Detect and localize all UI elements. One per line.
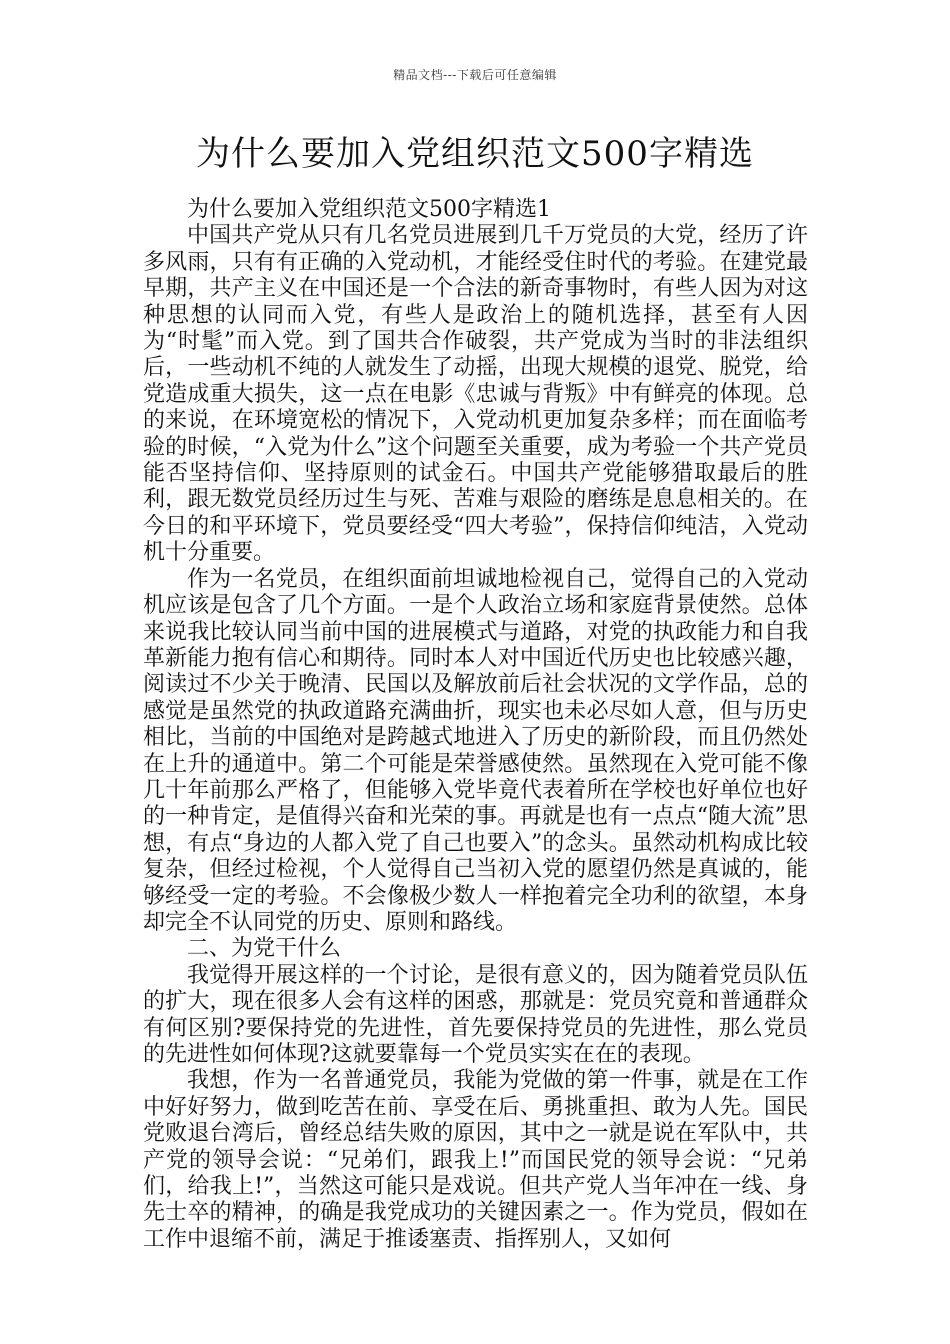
header-note: 精品文档---下载后可任意编辑 bbox=[393, 68, 557, 82]
body-paragraph: 我想，作为一名普通党员，我能为党做的第一件事，就是在工作中好好努力，做到吃苦在前、享受在后、勇挑重担、敢为人先。国民党败退台湾后，曾经总结失败的原因，其中之一就是说在军队中，共产党的领导会说：“兄弟们，跟我上!”而国民党的领导会说：“兄弟们，给我上!”，当然这可能只是戏说。但共产党人当年冲在一线、身先士卒的精神，的确是我党成功的关键因素之一。作为党员，假如在工作中退缩不前，满足于推诿塞责、指挥别人，又如何 bbox=[143, 1068, 808, 1252]
section-heading-1: 为什么要加入党组织范文500字精选1 bbox=[187, 197, 551, 222]
body-paragraph: 作为一名党员，在组织面前坦诚地检视自己，觉得自己的入党动机应该是包含了几个方面。一是个人政治立场和家庭背景使然。总体来说我比较认同当前中国的进展模式与道路，对党的执政能力和自我革新能力抱有信心和期待。同时本人对中国近代历史也比较感兴趣，阅读过不少关于晚清、民国以及解放前后社会状况的文学作品，总的感觉是虽然党的执政道路充满曲折，现实也未必尽如人意，但与历史相比，当前的中国绝对是跨越式地进入了历史的新阶段，而且仍然处在上升的通道中。第二个可能是荣誉感使然。虽然现在入党可能不像几十年前那么严格了，但能够入党毕竟代表着所在学校也好单位也好的一种肯定，是值得兴奋和光荣的事。再就是也有一点点“随大流”思想，有点“身边的人都入党了自己也要入”的念头。虽然动机构成比较复杂，但经过检视，个人觉得自己当初入党的愿望仍然是真诚的，能够经受一定的考验。不会像极少数人一样抱着完全功利的欲望，本身却完全不认同党的历史、原则和路线。 bbox=[143, 566, 808, 935]
section-heading-2: 二、为党干什么 bbox=[187, 936, 342, 962]
document-body bbox=[143, 197, 808, 1253]
body-paragraph: 我觉得开展这样的一个讨论，是很有意义的，因为随着党员队伍的扩大，现在很多人会有这样的困惑，那就是：党员究竟和普通群众有何区别?要保持党的先进性，首先要保持党员的先进性，那么党员的先进性如何体现?这就要靠每一个党员实实在在的表现。 bbox=[143, 962, 808, 1067]
body-paragraph: 中国共产党从只有几名党员进展到几千万党员的大党，经历了许多风雨，只有有正确的入党动机，才能经受住时代的考验。在建党最早期，共产主义在中国还是一个合法的新奇事物时，有些人因为对这种思想的认同而入党，有些人是政治上的随机选择，甚至有人因为“时髦”而入党。到了国共合作破裂，共产党成为当时的非法组织后，一些动机不纯的人就发生了动摇，出现大规模的退党、脱党，给党造成重大损失，这一点在电影《忠诚与背叛》中有鲜亮的体现。总的来说，在环境宽松的情况下，入党动机更加复杂多样；而在面临考验的时候，“入党为什么”这个问题至关重要，成为考验一个共产党员能否坚持信仰、坚持原则的试金石。中国共产党能够猎取最后的胜利，跟无数党员经历过生与死、苦难与艰险的磨练是息息相关的。在今日的和平环境下，党员要经受“四大考验”，保持信仰纯洁，入党动机十分重要。 bbox=[143, 223, 808, 566]
document-title: 为什么要加入党组织范文500字精选 bbox=[196, 134, 754, 174]
